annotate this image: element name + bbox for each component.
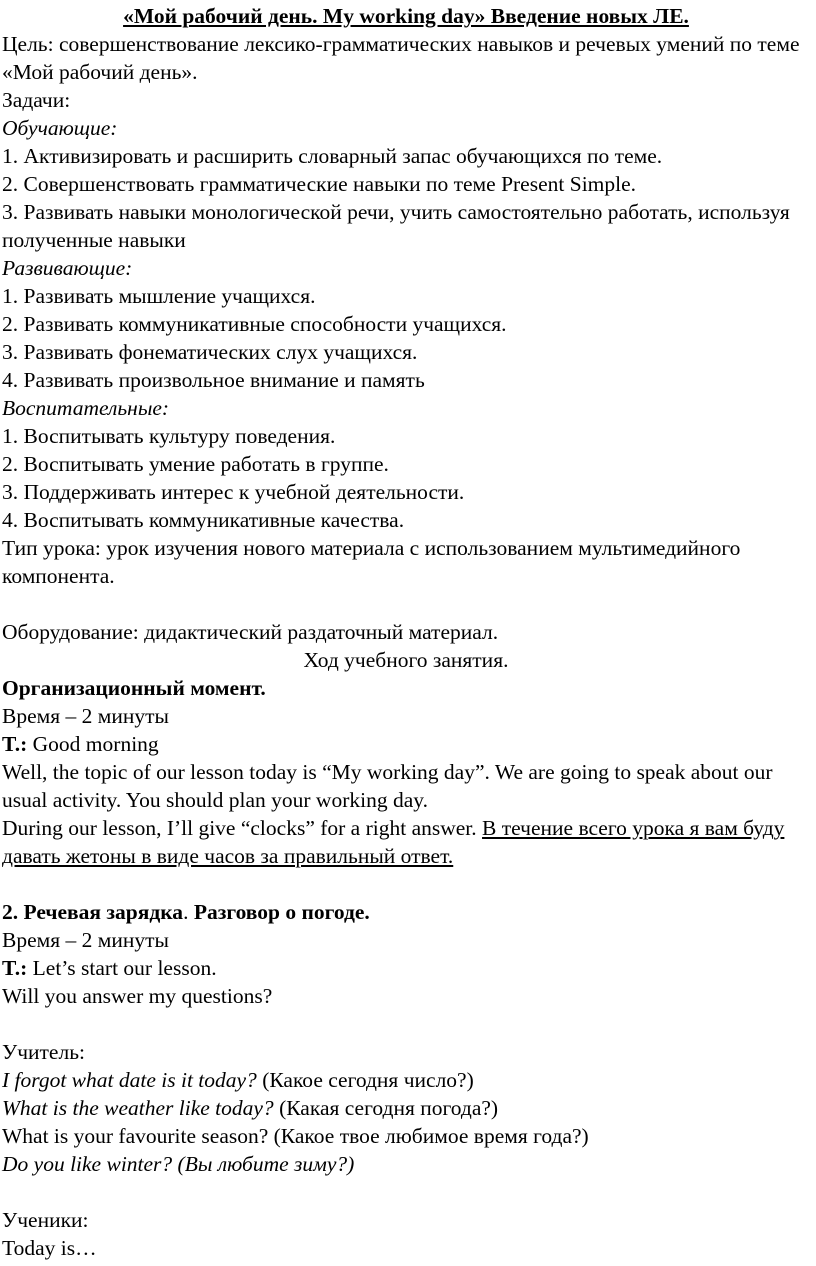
teacher-label: T.:	[2, 956, 28, 980]
greeting-text: Good morning	[27, 732, 159, 756]
equipment: Оборудование: дидактический раздаточный материал.	[2, 620, 499, 644]
teacher-line-text: Let’s start our lesson.	[27, 956, 217, 980]
section-heading-developing: Развивающие:	[2, 256, 133, 280]
section-heading-upbringing: Воспитательные:	[2, 396, 170, 420]
student-answer: Today is…	[2, 1236, 97, 1260]
spacer	[2, 1178, 810, 1206]
q2-russian: (Какая сегодня погода?)	[273, 1096, 499, 1120]
teacher-heading: Учитель:	[2, 1040, 85, 1064]
question-4: Do you like winter? (Вы любите зиму?)	[2, 1152, 355, 1176]
lesson-flow-heading: Ход учебного занятия.	[303, 648, 509, 672]
stage2-heading-b: Разговор о погоде.	[193, 900, 370, 924]
para2-english: During our lesson, I’ll give “clocks” for a right answer.	[2, 816, 483, 840]
stage2-time: Время – 2 минуты	[2, 928, 169, 952]
stage2-heading	[2, 898, 810, 926]
question-3: What is your favourite season? (Какое твое любимое время года?)	[2, 1124, 589, 1148]
list-item: 4. Развивать произвольное внимание и память	[2, 368, 425, 392]
section-heading-educational: Обучающие:	[2, 116, 118, 140]
spacer	[2, 870, 810, 898]
q1-english: I forgot what date is it today?	[2, 1068, 257, 1092]
stage1-paragraph: Well, the topic of our lesson today is “My working day”. We are going to speak about our usual activity. You should plan your working day.	[2, 760, 773, 812]
q2-english: What is the weather like today?	[2, 1096, 274, 1120]
spacer	[2, 590, 810, 618]
q1-russian: (Какое сегодня число?)	[256, 1068, 474, 1092]
students-heading: Ученики:	[2, 1208, 89, 1232]
list-item: 3. Развивать навыки монологической речи, учить самостоятельно работать, используя полученные навыки	[2, 200, 790, 252]
lesson-type: Тип урока: урок изучения нового материала с использованием мультимедийного компонента.	[2, 536, 741, 588]
list-item: 1. Развивать мышление учащихся.	[2, 284, 316, 308]
stage2-line2: Will you answer my questions?	[2, 984, 273, 1008]
para2-russian: В течение всего урока я вам буду давать жетоны в виде часов за правильный ответ.	[2, 816, 785, 868]
document-title: «Мой рабочий день. My working day» Введение новых ЛЕ.	[123, 4, 689, 28]
question-2	[2, 1094, 810, 1122]
teacher-label: T.:	[2, 732, 28, 756]
stage1-heading: Организационный момент.	[2, 676, 266, 700]
list-item: 3. Поддерживать интерес к учебной деятельности.	[2, 480, 465, 504]
tasks-heading: Задачи:	[2, 88, 71, 112]
list-item: 2. Развивать коммуникативные способности учащихся.	[2, 312, 507, 336]
stage2-teacher-line	[2, 954, 810, 982]
spacer	[2, 1010, 810, 1038]
list-item: 1. Активизировать и расширить словарный запас обучающихся по теме.	[2, 144, 663, 168]
question-1	[2, 1066, 810, 1094]
list-item: 4. Воспитывать коммуникативные качества.	[2, 508, 405, 532]
stage2-heading-sep: .	[183, 900, 194, 924]
list-item: 3. Развивать фонематических слух учащихся.	[2, 340, 418, 364]
list-item: 2. Воспитывать умение работать в группе.	[2, 452, 389, 476]
stage1-paragraph-2	[2, 814, 810, 870]
list-item: 2. Совершенствовать грамматические навыки по теме Present Simple.	[2, 172, 637, 196]
lesson-goal: Цель: совершенствование лексико-грамматических навыков и речевых умений по теме «Мой рабочий день».	[2, 32, 800, 84]
stage1-greeting	[2, 730, 810, 758]
list-item: 1. Воспитывать культуру поведения.	[2, 424, 336, 448]
stage2-heading-a: 2. Речевая зарядка	[2, 900, 184, 924]
stage1-time: Время – 2 минуты	[2, 704, 169, 728]
